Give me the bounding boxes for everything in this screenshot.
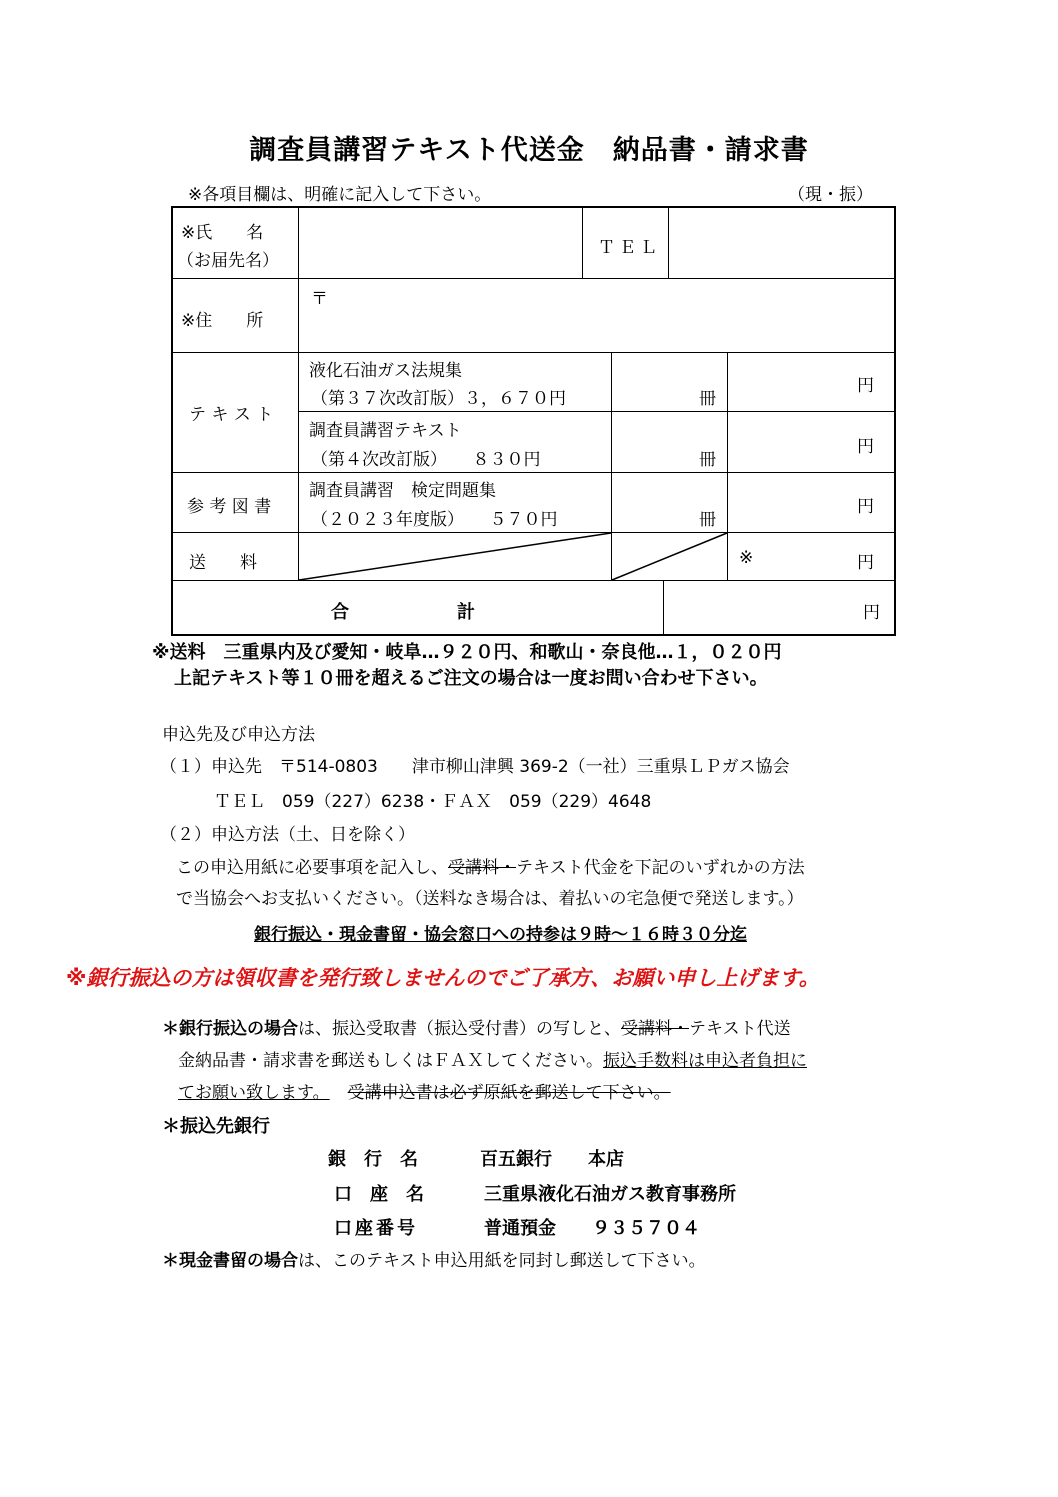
item-price: （第４次改訂版） ８３０円 (311, 450, 541, 470)
bank-name-label: 銀 行 名 (328, 1149, 418, 1170)
text-part: 金納品書・請求書を郵送もしくはＦＡＸしてください。 (178, 1051, 603, 1071)
item-name: 液化石油ガス法規集 (309, 361, 462, 381)
text-part: は、このテキスト申込用紙を同封し郵送して下さい。 (298, 1251, 706, 1271)
unit-book: 冊 (699, 389, 716, 409)
shipping-diagonal (612, 533, 727, 580)
col-divider (663, 580, 664, 634)
bank-transfer-instruction-3 (178, 1078, 671, 1103)
account-name-label: 口 座 名 (334, 1184, 424, 1205)
struck-text: 受講料・ (448, 858, 516, 878)
bank-transfer-instruction-2 (178, 1046, 807, 1071)
unit-yen: 円 (857, 553, 874, 573)
bold-text: ＊現金書留の場合 (162, 1251, 298, 1271)
col-divider (298, 208, 299, 580)
unit-yen: 円 (863, 603, 880, 623)
payment-method-mark: （現・振） (788, 185, 873, 205)
name-sub-label: （お届先名） (177, 251, 279, 271)
underlined-text: 振込手数料は申込者負担に (603, 1051, 807, 1071)
shipping-label: 送 料 (189, 553, 257, 573)
text-label: テ キ ス ト (189, 405, 274, 425)
cash-registered-instruction (162, 1246, 706, 1271)
bank-name: 百五銀行 本店 (480, 1149, 624, 1170)
row-divider (173, 580, 894, 581)
tel-label: ＴＥＬ (598, 238, 661, 258)
address-label: ※住 所 (181, 311, 264, 331)
row-divider (173, 278, 894, 279)
apply-method-text-2: で当協会へお支払いください。（送料なき場合は、着払いの宅急便で発送します。） (176, 889, 804, 909)
unit-book: 冊 (699, 510, 716, 530)
row-divider (298, 411, 894, 412)
order-limit-note: 上記テキスト等１０冊を超えるご注文の場合は一度お問い合わせ下さい。 (174, 668, 768, 689)
account-number: 普通預金 ９３５７０４ (484, 1218, 700, 1239)
col-divider (727, 352, 728, 580)
reference-label: 参 考 図 書 (187, 497, 272, 517)
unit-yen: 円 (857, 497, 874, 517)
struck-text: 受講申込書は必ず原紙を郵送して下さい。 (347, 1083, 671, 1103)
unit-book: 冊 (699, 450, 716, 470)
total-label: 合 計 (331, 602, 475, 623)
business-hours: 銀行振込・現金書留・協会窓口への持参は９時～１６時３０分迄 (254, 925, 747, 945)
form-instruction: ※各項目欄は、明確に記入して下さい。 (188, 185, 492, 205)
account-name: 三重県液化石油ガス教育事務所 (484, 1184, 736, 1205)
shipping-note-mark: ※ (739, 548, 754, 568)
bold-text: ＊銀行振込の場合 (162, 1019, 298, 1039)
underlined-text: てお願い致します。 (178, 1083, 330, 1103)
contact-tel-fax: ＴＥＬ 059（227）6238・ＦＡＸ 059（229）4648 (214, 792, 652, 812)
order-form-table (171, 206, 896, 636)
text-part: テキスト代送 (689, 1019, 791, 1039)
postal-mark: 〒 (311, 289, 328, 309)
unit-yen: 円 (857, 376, 874, 396)
page-title: 調査員講習テキスト代送金 納品書・請求書 (249, 135, 809, 166)
address-field[interactable] (300, 280, 892, 350)
item-name: 調査員講習テキスト (309, 421, 462, 441)
tel-field[interactable] (670, 210, 892, 276)
col-divider (668, 208, 669, 278)
apply-destination: （１）申込先 〒514-0803 津市柳山津興 369-2（一社）三重県ＬＰガス協会 (160, 757, 790, 777)
row-divider (173, 472, 894, 473)
apply-method-text (176, 853, 805, 878)
bank-transfer-instruction (162, 1014, 791, 1039)
struck-text: 受講料・ (621, 1019, 689, 1039)
apply-heading: 申込先及び申込方法 (162, 725, 315, 745)
text-part: は、振込受取書（振込受付書）の写しと、 (298, 1019, 621, 1039)
name-label: ※氏 名 (181, 223, 264, 243)
item-name: 調査員講習 検定問題集 (309, 481, 496, 501)
bank-dest-heading: ＊振込先銀行 (162, 1116, 270, 1137)
account-number-label: 口座番号 (334, 1218, 418, 1239)
text-part: この申込用紙に必要事項を記入し、 (176, 858, 448, 878)
item-price: （２０２３年度版） ５７０円 (311, 510, 558, 530)
shipping-fee-note: ※送料 三重県内及び愛知・岐阜…９２０円、和歌山・奈良他…１，０２０円 (152, 642, 782, 663)
row-divider (173, 352, 894, 353)
receipt-warning: ※銀行振込の方は領収書を発行致しませんのでご了承方、お願い申し上げます。 (66, 966, 820, 990)
col-divider (582, 208, 583, 278)
shipping-diagonal (299, 533, 611, 580)
item-price: （第３７次改訂版）３，６７０円 (311, 389, 566, 409)
unit-yen: 円 (857, 437, 874, 457)
name-field[interactable] (300, 210, 580, 276)
text-part: テキスト代金を下記のいずれかの方法 (516, 858, 805, 878)
apply-method-heading: （２）申込方法（土、日を除く） (160, 825, 415, 845)
